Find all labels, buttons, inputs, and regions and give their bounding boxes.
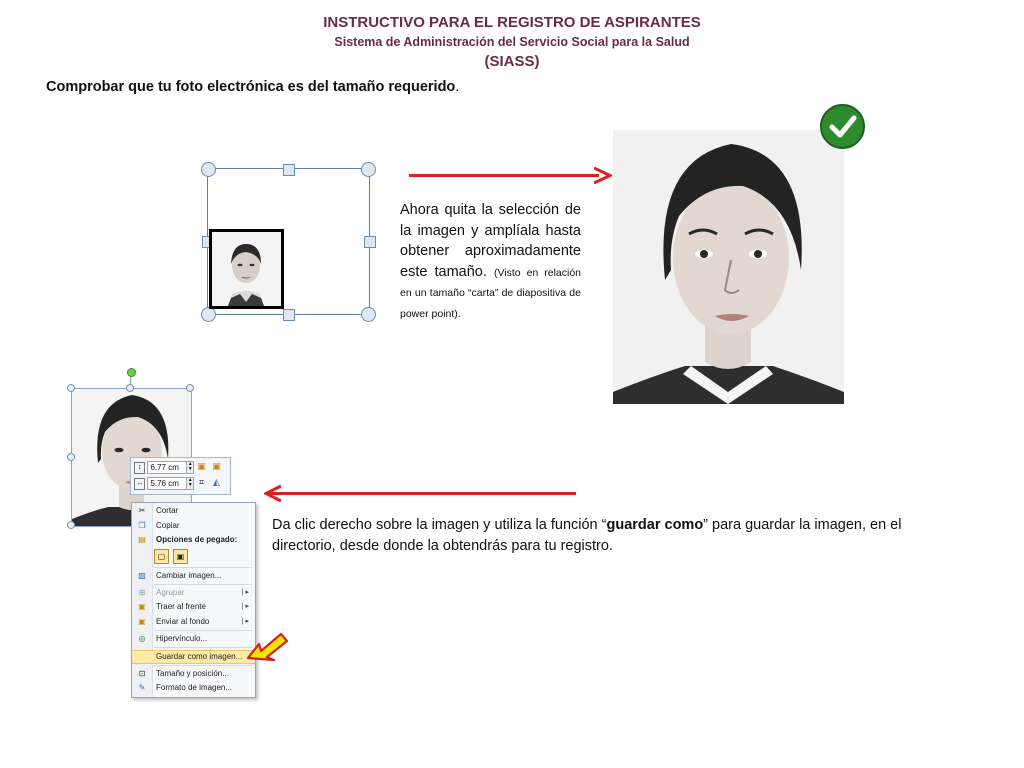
picture-style-icon[interactable]: ◭ bbox=[213, 477, 220, 487]
menu-item-save-as-image[interactable] bbox=[132, 650, 255, 664]
crop-icon[interactable]: ⌗ bbox=[198, 477, 205, 487]
change-image-icon: ▨ bbox=[138, 571, 146, 580]
menu-item-send-to-back-label: Enviar al fondo bbox=[156, 617, 210, 626]
height-input[interactable]: 6.77 cm bbox=[147, 461, 187, 474]
submenu-arrow-icon: | ▸ bbox=[241, 618, 249, 625]
resize-handle-right[interactable] bbox=[364, 236, 376, 248]
menu-item-save-as-image-label: Guardar como imagen... bbox=[156, 652, 243, 661]
resize-handle-top-right[interactable] bbox=[361, 162, 376, 177]
step2-bold-text: guardar como bbox=[606, 517, 704, 533]
menu-item-send-to-back[interactable] bbox=[132, 615, 255, 629]
height-icon: ↕ bbox=[134, 462, 145, 474]
bring-forward-icon[interactable]: ▣ bbox=[197, 461, 206, 471]
menu-separator bbox=[154, 630, 252, 631]
picture-handle-bottom-left[interactable] bbox=[67, 521, 75, 529]
step1-paragraph bbox=[400, 200, 581, 323]
menu-item-change-image-label: Cambiar imagen... bbox=[156, 571, 222, 580]
page-subtitle: Sistema de Administración del Servicio Social para la Salud bbox=[334, 35, 690, 49]
step1-note: (Visto en relación en un tamaño “carta” de diapositiva de power point). bbox=[400, 266, 582, 320]
check-mark-icon bbox=[822, 106, 863, 147]
menu-item-format-image-label: Formato de imagen... bbox=[156, 683, 233, 692]
portrait-thumbnail-image bbox=[212, 232, 281, 306]
enlarged-photo bbox=[613, 130, 844, 404]
resize-handle-top-left[interactable] bbox=[201, 162, 216, 177]
menu-item-bring-to-front[interactable] bbox=[132, 600, 255, 614]
instruction-dot: . bbox=[455, 79, 460, 95]
instruction-heading bbox=[46, 79, 459, 95]
arrow-right-head-icon bbox=[594, 166, 612, 185]
page-acronym: (SIASS) bbox=[484, 53, 540, 70]
picture-handle-left[interactable] bbox=[67, 453, 75, 461]
picture-handle-top-right[interactable] bbox=[186, 384, 194, 392]
menu-separator bbox=[154, 647, 252, 648]
menu-item-paste-options bbox=[132, 533, 255, 547]
success-check-badge bbox=[820, 104, 865, 149]
arrow-right-line bbox=[409, 174, 599, 177]
send-to-back-icon: ▣ bbox=[138, 617, 146, 626]
yellow-arrow-icon bbox=[245, 628, 293, 668]
paste-option-keep-button[interactable]: ▣ bbox=[173, 549, 188, 564]
instruction-text: Comprobar que tu foto electrónica es del tamaño requerido bbox=[46, 79, 456, 95]
cropped-photo-thumbnail[interactable] bbox=[209, 229, 284, 309]
rotation-handle[interactable] bbox=[127, 368, 136, 377]
menu-item-bring-to-front-label: Traer al frente bbox=[156, 602, 206, 611]
paste-icon: ▤ bbox=[138, 535, 146, 544]
context-menu bbox=[131, 502, 256, 698]
menu-item-size-position-label: Tamaño y posición... bbox=[156, 669, 229, 678]
menu-item-copy[interactable] bbox=[132, 519, 255, 533]
step2-paragraph bbox=[272, 515, 922, 557]
picture-handle-top-left[interactable] bbox=[67, 384, 75, 392]
picture-handle-top[interactable] bbox=[126, 384, 134, 392]
height-spinner[interactable]: ▲ ▼ bbox=[187, 461, 193, 472]
group-icon: ⊞ bbox=[138, 588, 146, 597]
step2-text-after: ” para guardar la imagen, en el directorio, desde donde la obtendrás para tu registro. bbox=[272, 517, 902, 554]
page-title: INSTRUCTIVO PARA EL REGISTRO DE ASPIRANTES bbox=[323, 14, 701, 31]
menu-item-cut-label: Cortar bbox=[156, 506, 179, 515]
hyperlink-icon: ◎ bbox=[138, 634, 146, 643]
menu-item-format-image[interactable] bbox=[132, 681, 255, 695]
resize-handle-bottom-right[interactable] bbox=[361, 307, 376, 322]
send-backward-icon[interactable]: ▣ bbox=[212, 461, 221, 471]
resize-handle-top[interactable] bbox=[283, 164, 295, 176]
step2-text-before: Da clic derecho sobre la imagen y utiliza la función “ bbox=[272, 517, 607, 533]
menu-item-group[interactable] bbox=[132, 586, 255, 600]
arrow-left-line bbox=[268, 492, 576, 495]
width-icon: ↔ bbox=[134, 478, 145, 490]
menu-item-hyperlink[interactable] bbox=[132, 632, 255, 646]
bring-to-front-icon: ▣ bbox=[138, 602, 146, 611]
menu-item-size-position[interactable] bbox=[132, 667, 255, 681]
copy-icon: ❐ bbox=[138, 521, 146, 530]
step1-main-text: Ahora quita la selección de la imagen y amplíala hasta obtener aproximadamente este tamaño. bbox=[400, 202, 581, 280]
menu-separator bbox=[154, 584, 252, 585]
menu-item-group-label: Agrupar bbox=[156, 588, 185, 597]
submenu-arrow-icon: | ▸ bbox=[241, 603, 249, 610]
submenu-arrow-icon: | ▸ bbox=[241, 589, 249, 596]
resize-handle-bottom[interactable] bbox=[283, 309, 295, 321]
format-image-icon: ✎ bbox=[138, 683, 146, 692]
menu-separator bbox=[154, 665, 252, 666]
width-row bbox=[134, 477, 194, 490]
menu-item-paste-options-label: Opciones de pegado: bbox=[156, 535, 238, 544]
menu-item-change-image[interactable] bbox=[132, 569, 255, 583]
menu-item-cut[interactable] bbox=[132, 504, 255, 518]
size-position-icon: ⊡ bbox=[138, 669, 146, 678]
menu-item-copy-label: Copiar bbox=[156, 521, 180, 530]
enlarged-portrait-image bbox=[613, 130, 844, 404]
width-input[interactable]: 5.76 cm bbox=[147, 477, 187, 490]
paste-option-picture-button[interactable]: ▢ bbox=[154, 549, 169, 564]
menu-item-hyperlink-label: Hipervínculo... bbox=[156, 634, 208, 643]
scissors-icon: ✂ bbox=[138, 506, 146, 515]
menu-separator bbox=[154, 567, 252, 568]
size-mini-toolbar bbox=[130, 457, 231, 495]
height-row bbox=[134, 461, 194, 474]
width-spinner[interactable]: ▲ ▼ bbox=[187, 477, 193, 488]
